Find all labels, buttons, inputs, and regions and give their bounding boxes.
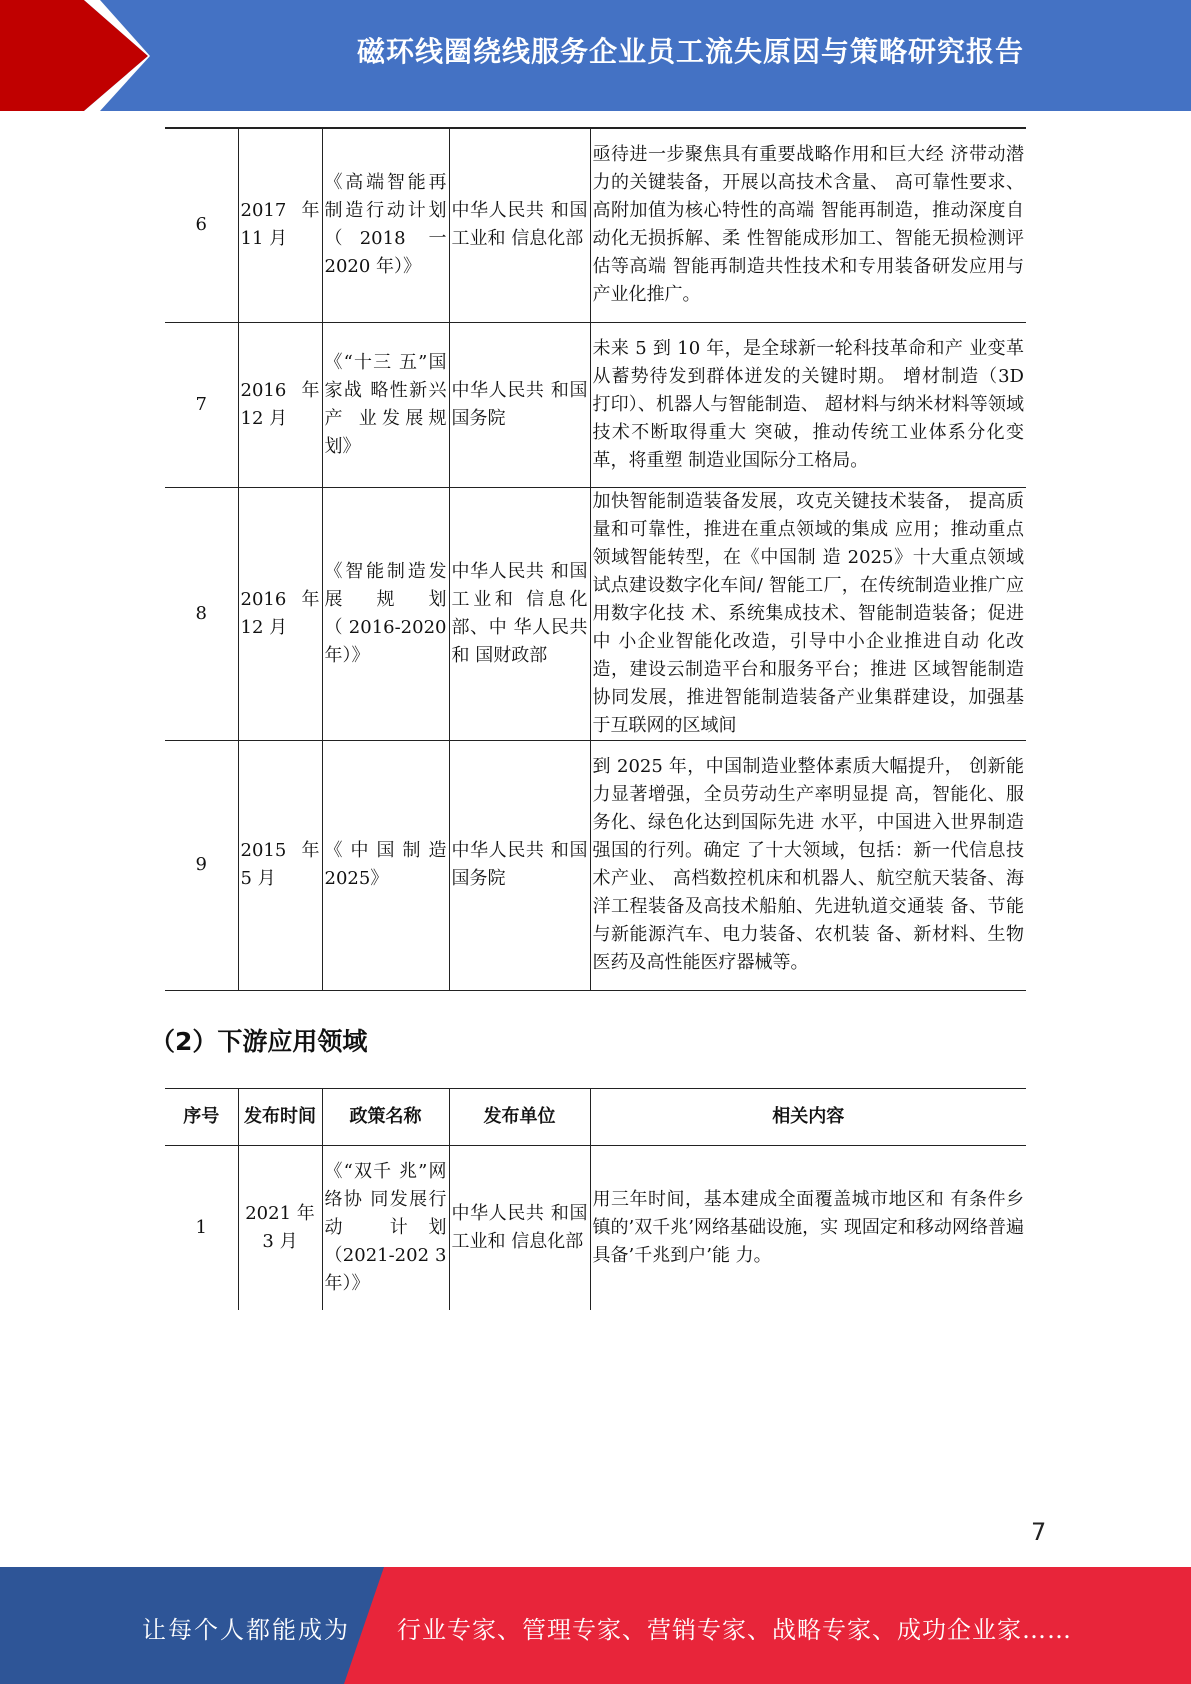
issuer: 中华人民共 和国国务院 bbox=[449, 740, 590, 990]
header-issuer: 发布单位 bbox=[449, 1089, 590, 1146]
header-policy: 政策名称 bbox=[322, 1089, 449, 1146]
policy-name: 《高端智能再制造行动计划（2018 一 2020 年）》 bbox=[322, 128, 449, 322]
row-number: 1 bbox=[165, 1146, 238, 1311]
page-header bbox=[0, 0, 1191, 111]
section-heading: （2）下游应用领域 bbox=[150, 1027, 368, 1056]
row-number: 9 bbox=[165, 740, 238, 990]
policy-name: 《“十三 五”国家战 略性新兴产 业发展规 划》 bbox=[322, 322, 449, 487]
policy-content: 到 2025 年，中国制造业整体素质大幅提升， 创新能力显著增强，全员劳动生产率明显提 高，智能化、服务化、绿色化达到国际先进 水平，中国进入世界制造强国的行列。确定 了十大领域，包括：新一代信息技术产业、 高档数控机床和机器人、航空航天装备、海 洋工程装备及高技术船舶、先进轨道交通装 备、节能与新能源汽车、电力装备、农机装 备、新材料、生物医药及高性能医疗器械等。 bbox=[590, 740, 1026, 990]
footer-slogan-right: 行业专家、管理专家、营销专家、战略专家、成功企业家…… bbox=[397, 1616, 1072, 1644]
table-row bbox=[165, 128, 1026, 322]
table-row bbox=[165, 740, 1026, 990]
policy-name: 《中国制造 2025》 bbox=[322, 740, 449, 990]
issuer: 中华人民共 和国工业和 信息化部 bbox=[449, 1146, 590, 1311]
page-number: 7 bbox=[1031, 1518, 1047, 1546]
publish-date: 2016 年 12 月 bbox=[238, 487, 322, 740]
header-content: 相关内容 bbox=[590, 1089, 1026, 1146]
report-title: 磁环线圈绕线服务企业员工流失原因与策略研究报告 bbox=[356, 35, 1024, 68]
policy-content: 用三年时间，基本建成全面覆盖城市地区和 有条件乡镇的’双千兆’网络基础设施，实 现固定和移动网络普遍具备’千兆到户’能 力。 bbox=[590, 1146, 1026, 1311]
policy-table-downstream bbox=[165, 1088, 1026, 1310]
publish-date: 2015 年 5 月 bbox=[238, 740, 322, 990]
policy-content: 未来 5 到 10 年，是全球新一轮科技革命和产 业变革从蓄势待发到群体迸发的关键时期。 增材制造（3D 打印）、机器人与智能制造、 超材料与纳米材料等领域技术不断取得重大 突破，推动传统工业体系分化变革，将重塑 制造业国际分工格局。 bbox=[590, 322, 1026, 487]
policy-table-upstream bbox=[165, 127, 1026, 991]
page-footer bbox=[0, 1567, 1191, 1684]
policy-content: 加快智能制造装备发展，攻克关键技术装备， 提高质量和可靠性，推进在重点领域的集成 应用；推动重点领域智能转型，在《中国制 造 2025》十大重点领域试点建设数字化车间/ 智能工厂，在传统制造业推广应用数字化技 术、系统集成技术、智能制造装备；促进中 小企业智能化改造，引导中小企业推进自动 化改造，建设云制造平台和服务平台；推进 区域智能制造协同发展，推进智能制造装备产业集群建设，加强基于互联网的区域间 bbox=[590, 487, 1026, 740]
row-number: 6 bbox=[165, 128, 238, 322]
table-header-row bbox=[165, 1089, 1026, 1146]
table-row bbox=[165, 487, 1026, 740]
table-row bbox=[165, 1146, 1026, 1311]
issuer: 中华人民共 和国工业和 信息化部 bbox=[449, 128, 590, 322]
policy-name: 《智能制造发展规划（2016-2020 年）》 bbox=[322, 487, 449, 740]
policy-name: 《“双千 兆”网络协 同发展行动 计划（2021-202 3 年）》 bbox=[322, 1146, 449, 1311]
publish-date: 2017 年 11 月 bbox=[238, 128, 322, 322]
publish-date: 2021 年 3 月 bbox=[238, 1146, 322, 1311]
row-number: 7 bbox=[165, 322, 238, 487]
row-number: 8 bbox=[165, 487, 238, 740]
footer-slogan-left: 让每个人都能成为 bbox=[142, 1616, 350, 1644]
header-number: 序号 bbox=[165, 1089, 238, 1146]
policy-content: 亟待进一步聚焦具有重要战略作用和巨大经 济带动潜力的关键装备，开展以高技术含量、 高可靠性要求、高附加值为核心特性的高端 智能再制造，推动深度自动化无损拆解、柔 性智能成形加工、智能无损检测评估等高端 智能再制造共性技术和专用装备研发应用与 产业化推广。 bbox=[590, 128, 1026, 322]
header-date: 发布时间 bbox=[238, 1089, 322, 1146]
issuer: 中华人民共 和国国务院 bbox=[449, 322, 590, 487]
publish-date: 2016 年 12 月 bbox=[238, 322, 322, 487]
issuer: 中华人民共 和国工业和 信息化部、中 华人民共和 国财政部 bbox=[449, 487, 590, 740]
table-row bbox=[165, 322, 1026, 487]
